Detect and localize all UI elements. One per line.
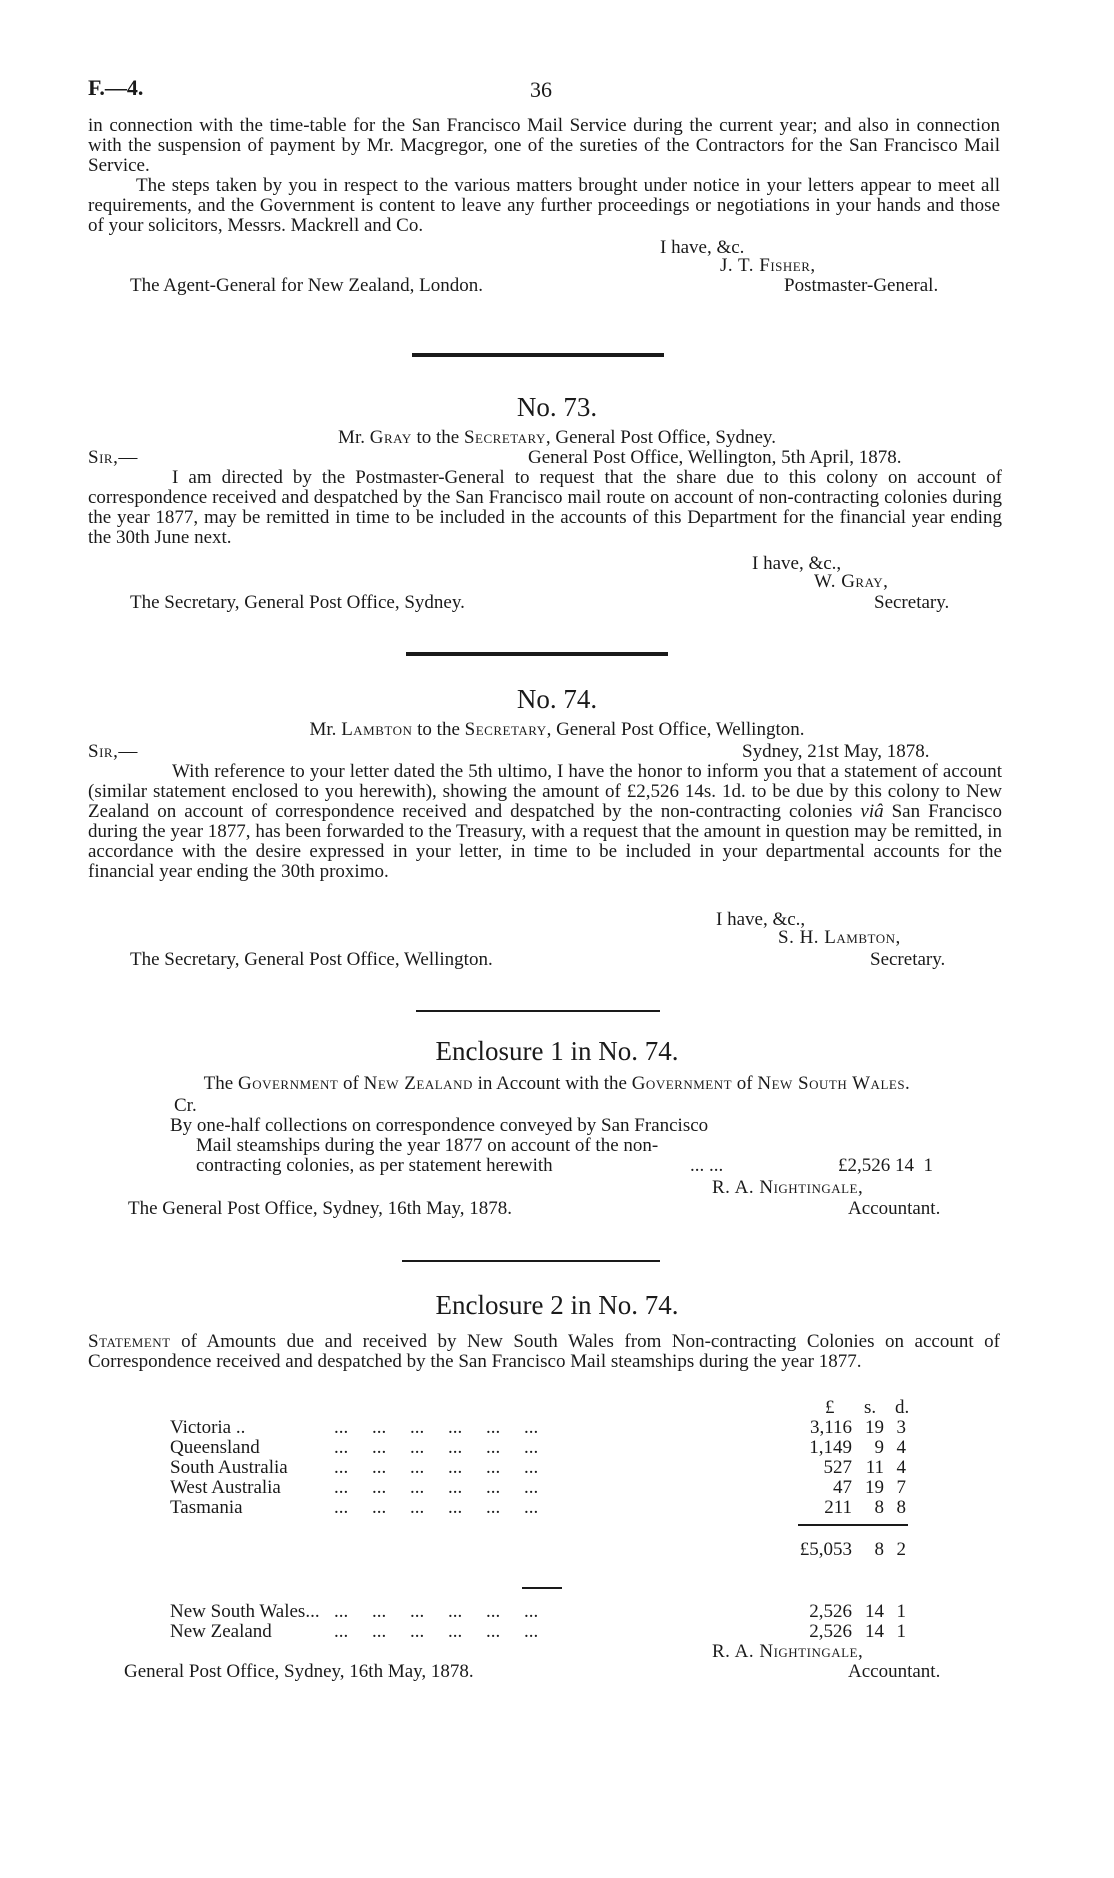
enclosure-1-signer: R. A. Nightingale, <box>712 1177 864 1198</box>
row-leader: ... ... ... ... ... ... <box>334 1417 539 1438</box>
section-divider <box>406 652 668 656</box>
row-pounds: 2,526 <box>809 1601 852 1622</box>
row-shillings: 14 <box>865 1601 884 1622</box>
intro-signer: J. T. Fisher, <box>720 255 816 276</box>
letter-74-addressee: The Secretary, General Post Office, Wellington. <box>130 949 493 970</box>
row-colony: Victoria .. <box>170 1417 246 1438</box>
letter-73-addressee: The Secretary, General Post Office, Sydney. <box>130 592 465 613</box>
row-pence: 1 <box>896 1621 906 1642</box>
letter-74-closing: I have, &c., <box>716 909 806 930</box>
letter-73-number: No. 73. <box>516 392 598 422</box>
column-pounds-header: £ <box>825 1397 835 1418</box>
letter-73-body: I am directed by the Postmaster-General to request that the share due to this colony on account of correspondence received and despatched by the San Francisco mail route on account of non-contracting colonies during the year 1877, may be remitted in time to be included in the accounts of this Department for the financial year ending the 30th June next. <box>88 467 1002 548</box>
row-leader: ... ... ... ... ... ... <box>334 1621 539 1642</box>
row-pounds: 1,149 <box>809 1437 852 1458</box>
row-colony: South Australia <box>170 1457 288 1478</box>
row-pence: 8 <box>896 1497 906 1518</box>
enclosure-2-place-date: General Post Office, Sydney, 16th May, 1878. <box>124 1661 474 1682</box>
row-pence: 4 <box>896 1437 906 1458</box>
row-shillings: 19 <box>865 1417 884 1438</box>
row-pounds: 211 <box>824 1497 852 1518</box>
row-leader: ... ... ... ... ... ... <box>334 1477 539 1498</box>
row-pence: 7 <box>896 1477 906 1498</box>
row-leader: ... ... ... ... ... ... <box>334 1497 539 1518</box>
intro-paragraph-2: The steps taken by you in respect to the various matters brought under notice in your letters appear to meet all requirements, and the Government is content to leave any further proceedings or negotiations in your hands and those of your solicitors, Messrs. Mackrell and Co. <box>88 175 1000 236</box>
row-pence: 1 <box>896 1601 906 1622</box>
row-pence: 3 <box>896 1417 906 1438</box>
intro-addressee: The Agent-General for New Zealand, London. <box>130 275 483 296</box>
document-reference: F.—4. <box>88 75 144 100</box>
row-leader: ... ... ... ... ... ... <box>334 1457 539 1478</box>
section-divider <box>416 1010 660 1012</box>
row-leader: ... ... ... ... ... ... <box>334 1601 539 1622</box>
row-pounds: 527 <box>823 1457 852 1478</box>
section-divider <box>412 353 664 357</box>
enclosure-2-statement: Statement of Amounts due and received by New South Wales from Non-contracting Colonies on account of Correspondence received and despatched by the San Francisco Mail steamships during the year 1877. <box>88 1331 1000 1372</box>
letter-74-signer: S. H. Lambton, <box>778 927 901 948</box>
intro-closing: I have, &c. <box>660 237 745 258</box>
letter-74-body: With reference to your letter dated the 5th ultimo, I have the honor to inform you that a statement of account (similar statement enclosed to you herewith), showing the amount of £2,526 14s. 1d. to be due by this colony to New Zealand on account of correspondence received and despatched by the non-contracting colonies viâ San Francisco during the year 1877, has been forwarded to the Treasury, with a request that the amount in question may be remitted, in accordance with the desire expressed in your letter, in time to be included in your departmental accounts for the financial year ending the 30th proximo. <box>88 761 1002 882</box>
letter-74-place-date: Sydney, 21st May, 1878. <box>742 741 930 762</box>
enclosure-1-line-2: Mail steamships during the year 1877 on account of the non- <box>196 1135 659 1156</box>
short-divider <box>522 1587 562 1589</box>
row-colony: Queensland <box>170 1437 260 1458</box>
page-number: 36 <box>530 77 552 102</box>
letter-74-subtitle: Mr. Lambton to the Secretary, General Post Office, Wellington. <box>309 719 805 740</box>
letter-73-closing: I have, &c., <box>752 553 842 574</box>
column-shillings-header: s. <box>864 1397 877 1418</box>
enclosure-1-place-date: The General Post Office, Sydney, 16th May, 1878. <box>128 1198 512 1219</box>
enclosure-2-signer-title: Accountant. <box>848 1661 941 1682</box>
row-colony: Tasmania <box>170 1497 243 1518</box>
letter-73-signer: W. Gray, <box>814 571 889 592</box>
letter-73-subtitle: Mr. Gray to the Secretary, General Post Office, Sydney. <box>338 427 776 448</box>
enclosure-1-amount: £2,526 14 1 <box>838 1155 933 1176</box>
letter-73-salutation: Sir,— <box>88 447 138 468</box>
intro-paragraph-1: in connection with the time-table for the San Francisco Mail Service during the current year; and also in connection with the suspension of payment by Mr. Macgregor, one of the sureties of the Contractors for the San Francisco Mail Service. <box>88 115 1000 176</box>
row-pounds: 3,116 <box>809 1417 852 1438</box>
row-shillings: 14 <box>865 1621 884 1642</box>
column-pence-header: d. <box>895 1397 910 1418</box>
row-shillings: 8 <box>874 1497 884 1518</box>
total-pence: 2 <box>896 1539 906 1560</box>
section-divider <box>402 1260 660 1262</box>
enclosure-1-subtitle: The Government of New Zealand in Account with the Government of New South Wales. <box>203 1073 911 1094</box>
enclosure-1-leader: ... ... <box>690 1155 724 1176</box>
enclosure-2-signer: R. A. Nightingale, <box>712 1641 864 1662</box>
letter-73-place-date: General Post Office, Wellington, 5th April, 1878. <box>528 447 902 468</box>
enclosure-1-line-3: contracting colonies, as per statement herewith <box>196 1155 553 1176</box>
row-shillings: 19 <box>865 1477 884 1498</box>
row-colony: New South Wales... <box>170 1601 320 1622</box>
row-pounds: 47 <box>833 1477 852 1498</box>
total-rule <box>798 1524 908 1526</box>
letter-74-salutation: Sir,— <box>88 741 138 762</box>
row-shillings: 9 <box>874 1437 884 1458</box>
enclosure-1-cr: Cr. <box>174 1095 197 1116</box>
total-pounds: £5,053 <box>799 1539 852 1560</box>
intro-signer-title: Postmaster-General. <box>784 275 939 296</box>
row-colony: New Zealand <box>170 1621 272 1642</box>
row-shillings: 11 <box>865 1457 884 1478</box>
enclosure-2-heading: Enclosure 2 in No. 74. <box>435 1290 679 1320</box>
row-colony: West Australia <box>170 1477 281 1498</box>
row-pounds: 2,526 <box>809 1621 852 1642</box>
row-pence: 4 <box>896 1457 906 1478</box>
total-shillings: 8 <box>874 1539 884 1560</box>
letter-74-signer-title: Secretary. <box>870 949 946 970</box>
letter-74-number: No. 74. <box>516 684 598 714</box>
enclosure-1-line-1: By one-half collections on correspondence conveyed by San Francisco <box>170 1115 709 1136</box>
enclosure-1-heading: Enclosure 1 in No. 74. <box>435 1036 679 1066</box>
letter-73-signer-title: Secretary. <box>874 592 950 613</box>
row-leader: ... ... ... ... ... ... <box>334 1437 539 1458</box>
enclosure-1-signer-title: Accountant. <box>848 1198 941 1219</box>
